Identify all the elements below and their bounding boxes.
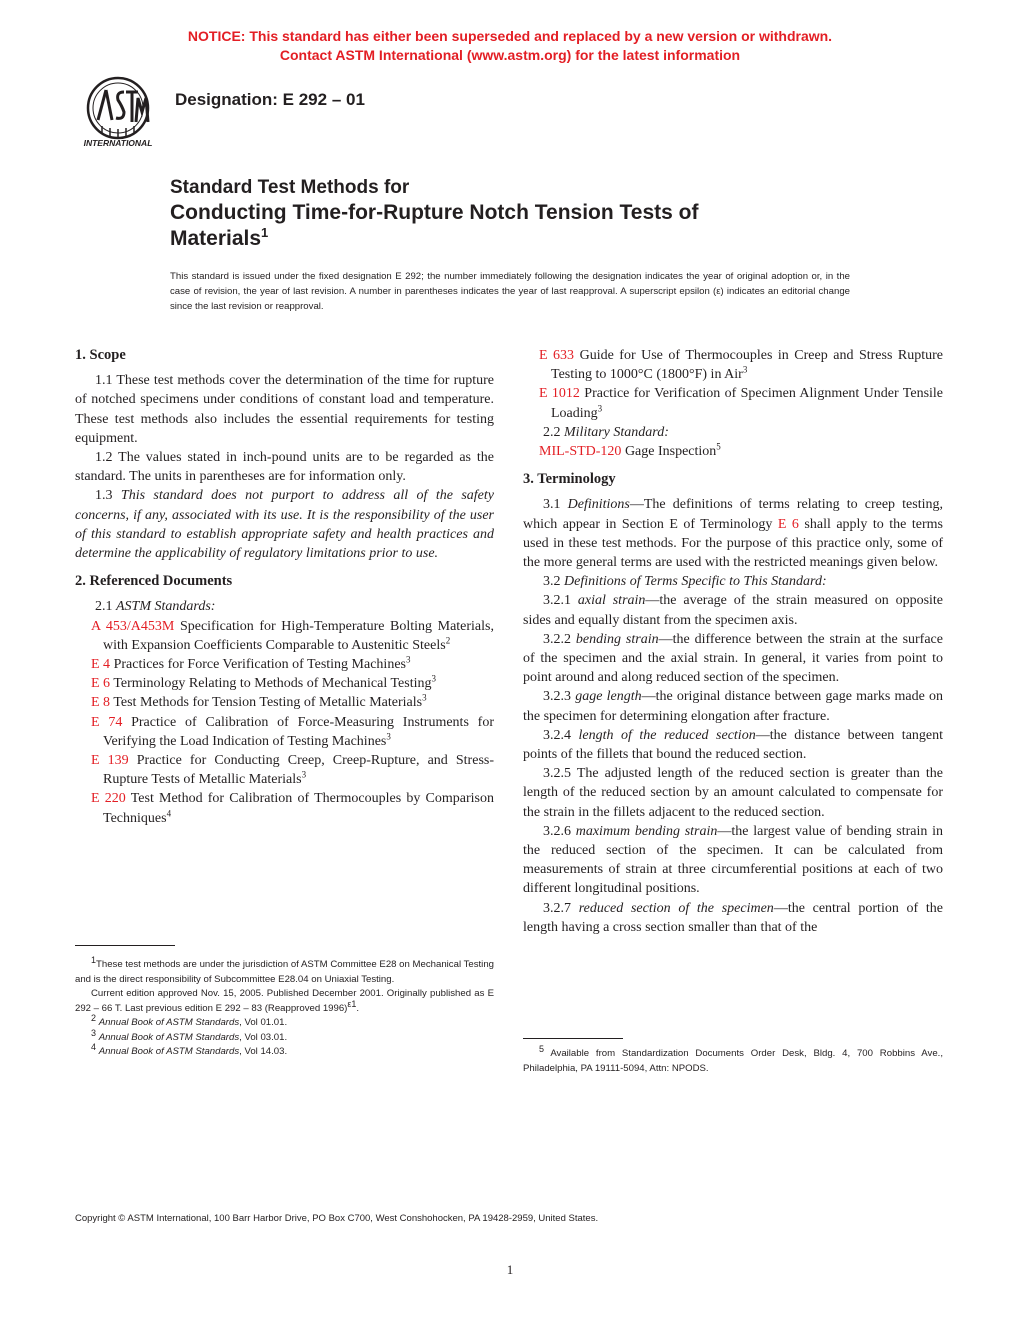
ref-e74: E 74 Practice of Calibration of Force-Measuring Instruments for Verifying the Load Indication of Testing Machines$^3$ <box>91 714 494 749</box>
ref-link-e220[interactable]: E 220 <box>91 791 126 807</box>
footnote-1: $^1$These test methods are under the jurisdiction of ASTM Committee E28 on Mechanical Testing and is the direct responsibility of Subcommittee E28.04 on Uniaxial Testing. <box>75 954 494 985</box>
designation: Designation: E 292 – 01 <box>175 90 365 109</box>
ref-e139: E 139 Practice for Conducting Creep, Creep-Rupture, and Stress-Rupture Tests of Metallic Materials$^3$ <box>91 753 494 788</box>
ref-link-mil-std-120[interactable]: MIL-STD-120 <box>539 444 622 460</box>
def-3-2-5: 3.2.5 The adjusted length of the reduced section is greater than the length of the reduced section by an amount calculated to compensate for the strain in the fillets adjacent to the reduced section. <box>523 766 943 820</box>
ref-link-e139[interactable]: E 139 <box>91 753 129 769</box>
ref-e220: E 220 Test Method for Calibration of Thermocouples by Comparison Techniques$^4$ <box>91 791 494 826</box>
footnote-5: $^5$ Available from Standardization Documents Order Desk, Bldg. 4, 700 Robbins Ave., Philadelphia, PA 19111-5094, Attn: NPODS. <box>523 1043 943 1074</box>
term-3-1: 3.1 Definitions—The definitions of terms relating to creep testing, which appear in Section E of Terminology E 6 shall apply to the terms used in these test methods. For the purpose of this practice only, some of the more general terms are used with the restricted meanings given below. <box>523 497 944 571</box>
scope-1-3: 1.3 This standard does not purport to address all of the safety concerns, if any, associated with its use. It is the responsibility of the user of this standard to establish appropriate safety and health practices and determine the applicability of regulatory limitations prior to use. <box>75 488 494 562</box>
def-3-2-3: 3.2.3 gage length—the original distance between gage marks made on the specimen for determining elongation after fracture. <box>523 689 944 724</box>
term-3-2: 3.2 Definitions of Terms Specific to This Standard: <box>543 574 827 590</box>
def-3-2-1: 3.2.1 axial strain—the average of the strain measured on opposite sides and equally distant from the specimen axis. <box>523 593 944 628</box>
title-footnote-ref[interactable]: 1 <box>261 225 269 240</box>
footnote-rule-right <box>523 1038 623 1039</box>
def-3-2-2: 3.2.2 bending strain—the difference between the strain at the surface of the specimen and the axial strain. In general, it varies from point to point around and along reduced section of the specimen. <box>523 631 943 686</box>
logo-subtext: INTERNATIONAL <box>83 138 153 148</box>
footnote-4: $^4$ Annual Book of ASTM Standards, Vol 14.03. <box>91 1041 288 1057</box>
scope-1-2: 1.2 The values stated in inch-pound units are to be regarded as the standard. The units in parentheses are for information only. <box>75 450 494 485</box>
document-title <box>170 175 890 252</box>
footnotes-right <box>523 1043 943 1076</box>
ref-link-e74[interactable]: E 74 <box>91 714 123 730</box>
ref-link-e6[interactable]: E 6 <box>91 676 111 692</box>
def-3-2-6: 3.2.6 maximum bending strain—the largest value of bending strain in the reduced section of the specimen. It can be calculated from measurements of strain at three circumferential positions at each of two different longitudinal positions. <box>523 823 944 897</box>
terminology-heading: 3. Terminology <box>523 471 616 488</box>
scope-heading: 1. Scope <box>75 347 126 363</box>
military-standard-label: 2.2 Military Standard: <box>543 424 669 440</box>
page-number: 1 <box>506 1262 514 1277</box>
footnote-rule-left <box>75 945 175 946</box>
ref-link-e4[interactable]: E 4 <box>91 657 111 673</box>
notice-line-1: NOTICE: This standard has either been superseded and replaced by a new version or withdrawn. <box>187 28 833 44</box>
issued-note: This standard is issued under the fixed designation E 292; the number immediately following the designation indicates the year of original adoption or, in the case of revision, the year of last revision. A number in parentheses indicates the year of last reapproval. A superscript epsilon (ε) indicates an editorial change since the last revision or reapproval. <box>170 271 850 312</box>
footnote-2: $^2$ Annual Book of ASTM Standards, Vol 01.01. <box>91 1012 288 1028</box>
title-line-3: Materials$^1$ <box>170 225 269 250</box>
ref-mil-std-120: MIL-STD-120 Gage Inspection$^5$ <box>539 441 721 460</box>
footnote-1b: Current edition approved Nov. 15, 2005. Published December 2001. Originally published as E 292 – 66 T. Last previous edition E 292 – 83 (Reapproved 1996)$^{\varepsilon 1}$. <box>75 988 494 1014</box>
referenced-heading: 2. Referenced Documents <box>75 573 233 590</box>
scope-1-1: 1.1 These test methods cover the determination of the time for rupture of notched specimens under conditions of constant load and temperature. These test methods also includes the essential requirements for testing equipment. <box>75 373 494 446</box>
footnotes-left <box>75 954 494 1060</box>
right-column <box>523 346 943 937</box>
ref-link-e1012[interactable]: E 1012 <box>539 386 580 402</box>
astm-standards-label: 2.1 ASTM Standards: <box>95 599 216 615</box>
supersede-notice <box>0 27 1020 65</box>
astm-logo-icon <box>72 72 164 150</box>
title-line-2: Conducting Time-for-Rupture Notch Tension Tests of <box>170 201 699 224</box>
def-3-2-7: 3.2.7 reduced section of the specimen—the central portion of the length having a cross section smaller than that of the <box>523 900 943 935</box>
left-column <box>75 346 494 828</box>
notice-line-2: Contact ASTM International (www.astm.org) for the latest information <box>279 47 741 63</box>
copyright: Copyright © ASTM International, 100 Barr Harbor Drive, PO Box C700, West Conshohocken, PA 19428-2959, United States. <box>75 1213 599 1224</box>
title-line-1: Standard Test Methods for <box>170 177 410 198</box>
ref-e4: E 4 Practices for Force Verification of Testing Machines$^3$ <box>91 654 411 673</box>
ref-e1012: E 1012 Practice for Verification of Specimen Alignment Under Tensile Loading$^3$ <box>539 386 944 421</box>
ref-e633: E 633 Guide for Use of Thermocouples in Creep and Stress Rupture Testing to 1000°C (1800°F) in Air$^3$ <box>539 348 944 383</box>
ref-e8: E 8 Test Methods for Tension Testing of Metallic Materials$^3$ <box>91 692 427 711</box>
term-link-e6[interactable]: E 6 <box>777 516 799 532</box>
ref-link-e8[interactable]: E 8 <box>91 695 111 711</box>
def-3-2-4: 3.2.4 length of the reduced section—the distance between tangent points of the fillets that bound the reduced section. <box>523 727 944 763</box>
ref-a453: A 453/A453M Specification for High-Temperature Bolting Materials, with Expansion Coefficients Comparable to Austenitic Steels$^2$ <box>91 618 494 653</box>
ref-link-e633[interactable]: E 633 <box>539 348 575 363</box>
ref-link-a453[interactable]: A 453/A453M <box>91 618 175 634</box>
footnote-3: $^3$ Annual Book of ASTM Standards, Vol 03.01. <box>91 1027 288 1043</box>
ref-e6: E 6 Terminology Relating to Methods of Mechanical Testing$^3$ <box>91 673 436 692</box>
